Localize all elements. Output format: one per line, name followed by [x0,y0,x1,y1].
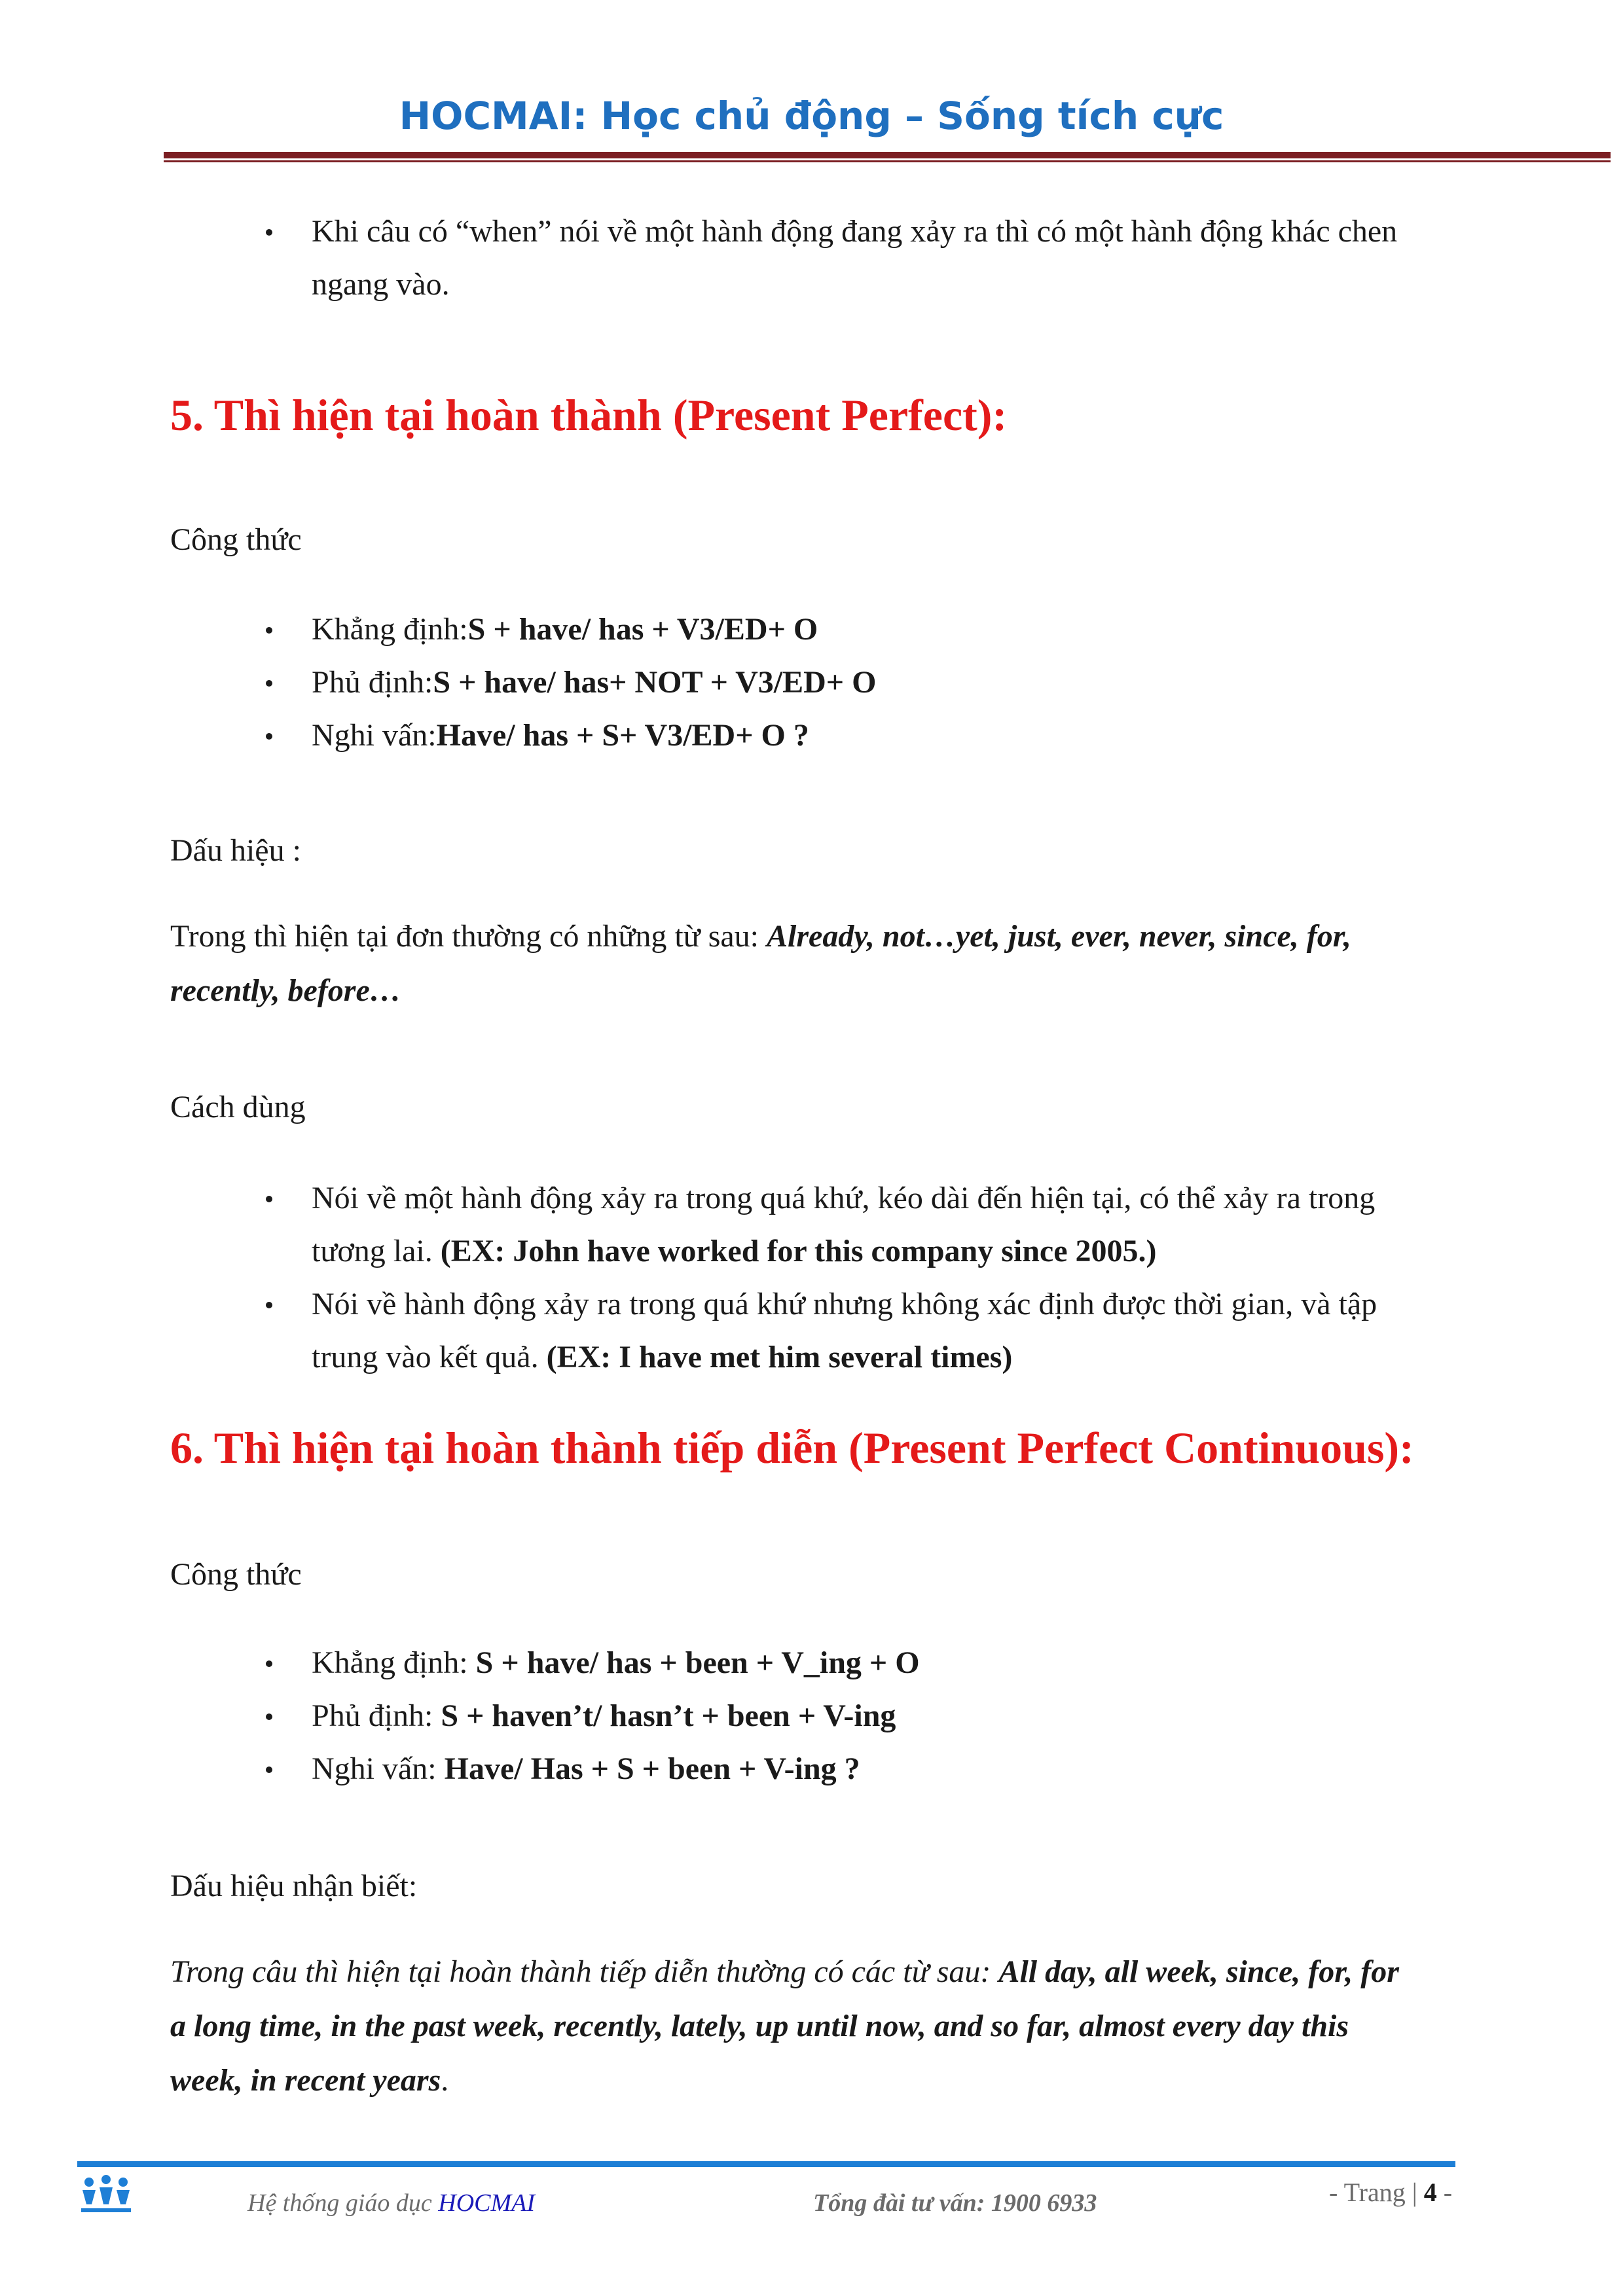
list-item: Khi câu có “when” nói về một hành động đang xảy ra thì có một hành động khác chen ngang vào. [170,205,1571,311]
bullet-icon [266,1767,272,1773]
section-5-signs-label: Dấu hiệu : [170,833,301,868]
section-6-formula-list [170,1636,1571,1795]
bullet-icon [266,627,272,634]
hocmai-logo-icon [77,2174,135,2216]
footer-system: Hệ thống giáo dục HOCMAI [247,2189,536,2217]
section-5-formula-label: Công thức [170,522,302,557]
header-title: HOCMAI: Học chủ động – Sống tích cực [399,94,1224,138]
section-5-heading: 5. Thì hiện tại hoàn thành (Present Perfect): [170,390,1008,440]
list-item: Khẳng định:S + have/ has + V3/ED+ O [170,603,1571,656]
list-item: Phủ định: S + haven’t/ hasn’t + been + V-ing [170,1689,1571,1742]
list-item: Nói về một hành động xảy ra trong quá khứ, kéo dài đến hiện tại, có thể xảy ra trong tương lai. (EX: John have worked for this company since 2005.) [170,1172,1571,1278]
list-item: Khẳng định: S + have/ has + been + V_ing + O [170,1636,1571,1689]
section-6-signs-text: Trong câu thì hiện tại hoàn thành tiếp diễn thường có các từ sau: All day, all week, since, for, for a long time, in the past week, recently, lately, up until now, and so far, almost every day this week, in recent years. [170,1954,1399,2098]
intro-bullet-list [170,205,1571,311]
section-6-signs-label: Dấu hiệu nhận biết: [170,1869,418,1903]
section-6-heading: 6. Thì hiện tại hoàn thành tiếp diễn (Present Perfect Continuous): [170,1423,1414,1473]
header-divider [164,152,1611,164]
footer-page-number: - Trang | 4 - [1329,2178,1453,2207]
bullet-icon [266,1660,272,1667]
section-5-signs-text: Trong thì hiện tại đơn thường có những từ sau: Already, not…yet, just, ever, never, since, for, recently, before… [170,919,1351,1008]
bullet-icon [266,1302,272,1308]
section-5-formula-list [170,603,1571,762]
list-item: Nghi vấn:Have/ has + S+ V3/ED+ O ? [170,709,1571,762]
section-5-usage-list [170,1172,1571,1384]
bullet-icon [266,1196,272,1202]
footer-hotline: Tổng đài tư vấn: 1900 6933 [813,2189,1097,2217]
bullet-icon [266,1713,272,1720]
bullet-icon [266,680,272,687]
section-5-usage-label: Cách dùng [170,1090,306,1124]
list-item: Phủ định:S + have/ has+ NOT + V3/ED+ O [170,656,1571,709]
footer-divider [77,2161,1455,2167]
list-item: Nghi vấn: Have/ Has + S + been + V-ing ? [170,1742,1571,1795]
bullet-icon [266,229,272,236]
list-item: Nói về hành động xảy ra trong quá khứ nhưng không xác định được thời gian, và tập trung vào kết quả. (EX: I have met him several times) [170,1278,1571,1384]
bullet-icon [266,733,272,740]
section-6-formula-label: Công thức [170,1557,302,1592]
